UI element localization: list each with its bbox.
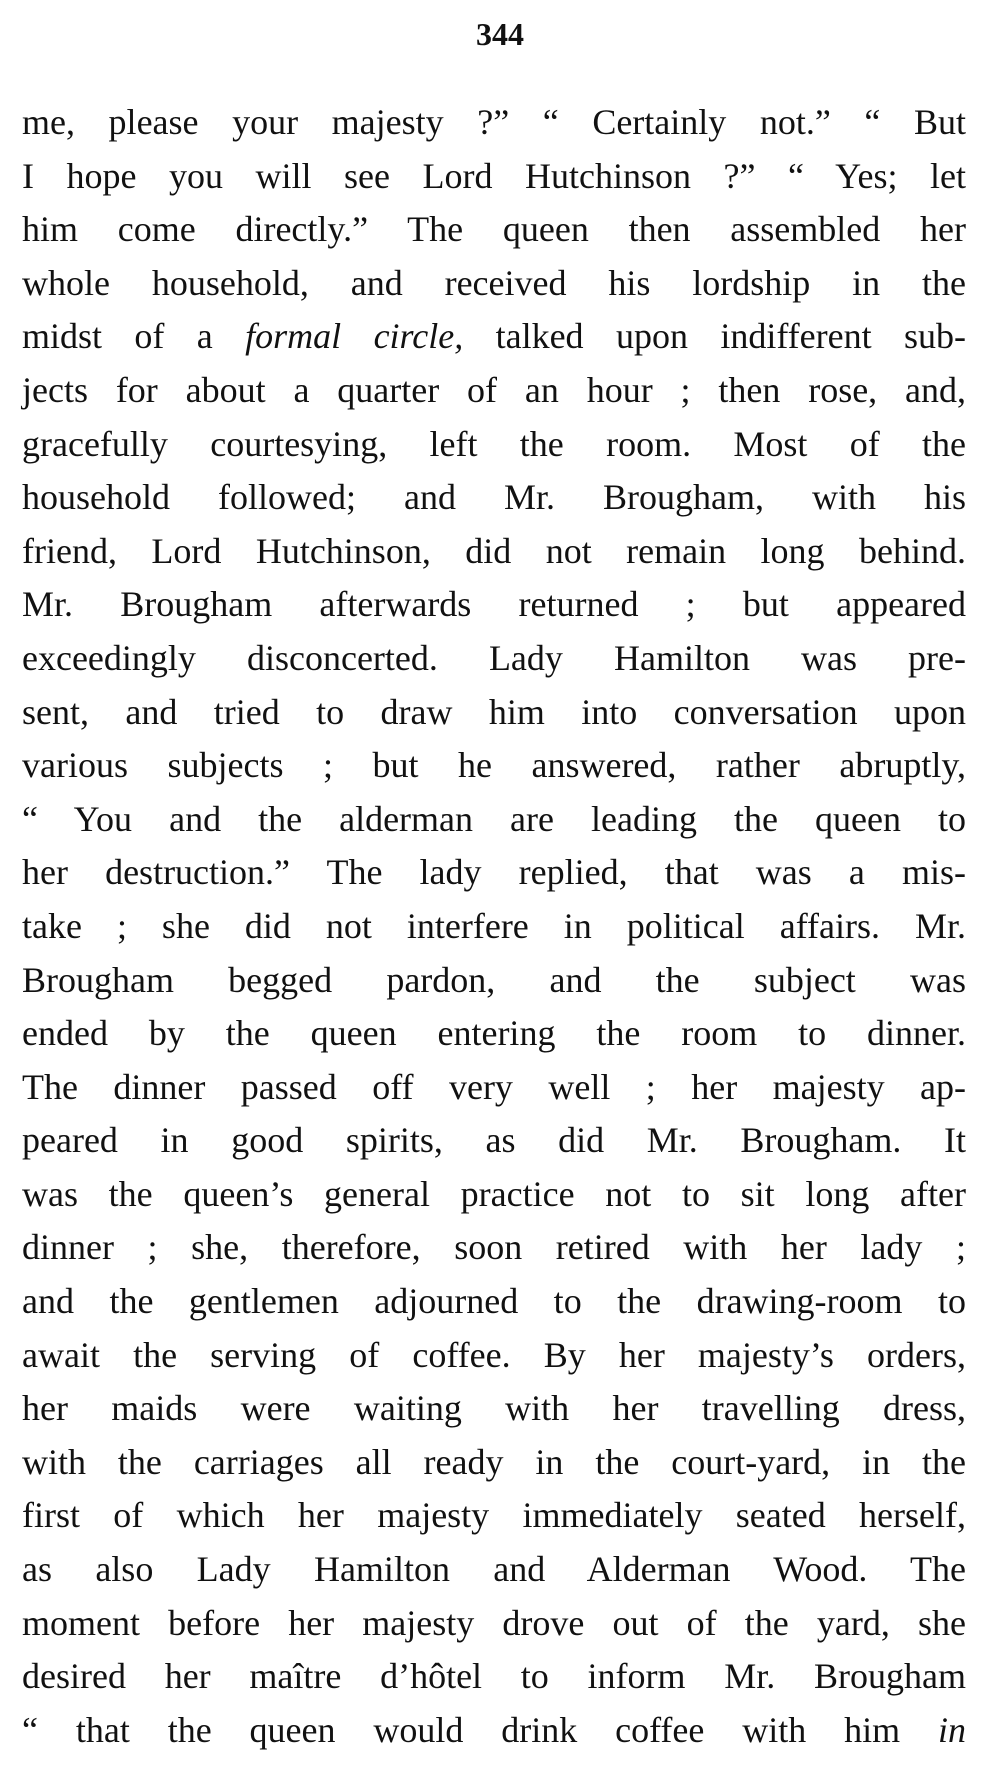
text-line-run: as also Lady Hamilton and Alderman Wood. The (22, 1549, 966, 1590)
text-line-run: desired her maître d’hôtel to inform Mr. Brougham (22, 1656, 966, 1697)
text-line (22, 1650, 966, 1704)
text-line-run: The dinner passed off very well ; her majesty ap- (22, 1066, 966, 1107)
page-number: 344 (476, 16, 524, 52)
text-line (22, 632, 966, 686)
text-line (22, 203, 966, 257)
text-line-run: gracefully courtesying, left the room. Most of the (22, 423, 966, 464)
text-line-run: Brougham begged pardon, and the subject was (22, 959, 966, 1000)
text-line-run: her destruction.” The lady replied, that was a mis- (22, 852, 966, 893)
text-line (22, 471, 966, 525)
text-line (22, 1543, 966, 1597)
text-line-run: friend, Lord Hutchinson, did not remain long behind. (22, 530, 966, 571)
text-line-run: was the queen’s general practice not to sit long after (22, 1173, 966, 1214)
text-line-run: “ You and the alderman are leading the queen to (22, 798, 966, 839)
text-line (22, 1329, 966, 1383)
text-line-run: await the serving of coffee. By her majesty’s orders, (22, 1334, 966, 1375)
text-line-run: first of which her majesty immediately seated herself, (22, 1495, 966, 1536)
text-line-run: ended by the queen entering the room to dinner. (22, 1013, 966, 1054)
text-line-run: and the gentlemen adjourned to the drawing-room to (22, 1281, 966, 1322)
text-line (22, 525, 966, 579)
text-line (22, 364, 966, 418)
text-line-run: sent, and tried to draw him into conversation upon (22, 691, 966, 732)
text-line (22, 1168, 966, 1222)
text-line (22, 686, 966, 740)
text-line-run: take ; she did not interfere in political affairs. Mr. (22, 905, 966, 946)
text-line (22, 846, 966, 900)
text-line (22, 739, 966, 793)
text-line-run: talked upon indifferent sub- (463, 316, 967, 357)
text-line-run: moment before her majesty drove out of the yard, she (22, 1602, 966, 1643)
text-line (22, 96, 966, 150)
text-line (22, 310, 966, 364)
text-line-run: dinner ; she, therefore, soon retired with her lady ; (22, 1227, 966, 1268)
text-line (22, 418, 966, 472)
text-line-run: exceedingly disconcerted. Lady Hamilton was pre- (22, 637, 966, 678)
text-line-run: Mr. Brougham afterwards returned ; but appeared (22, 584, 966, 625)
text-line-run: jects for about a quarter of an hour ; then rose, and, (22, 369, 966, 410)
text-line (22, 1436, 966, 1490)
text-line-run: with the carriages all ready in the court-yard, in the (22, 1441, 966, 1482)
text-line-run: midst of a (22, 316, 246, 357)
text-line (22, 1114, 966, 1168)
text-line (22, 793, 966, 847)
text-line (22, 1704, 966, 1758)
text-line (22, 257, 966, 311)
text-line (22, 1489, 966, 1543)
text-line (22, 1597, 966, 1651)
text-line (22, 1275, 966, 1329)
text-line-run: whole household, and received his lordship in the (22, 262, 966, 303)
text-line-run: me, please your majesty ?” “ Certainly not.” “ But (22, 102, 966, 142)
text-line-italic-run: in (937, 1709, 966, 1750)
text-line (22, 1007, 966, 1061)
text-line (22, 1221, 966, 1275)
text-line-italic-run: formal circle, (245, 316, 464, 357)
text-line-run: her maids were waiting with her travelling dress, (22, 1388, 966, 1429)
text-line-run: various subjects ; but he answered, rather abruptly, (22, 745, 966, 786)
text-line-run: peared in good spirits, as did Mr. Brougham. It (22, 1120, 966, 1161)
text-line (22, 1382, 966, 1436)
text-line (22, 954, 966, 1008)
text-line (22, 150, 966, 204)
text-line-run: him come directly.” The queen then assembled her (22, 209, 966, 250)
text-line (22, 900, 966, 954)
body-text (22, 96, 966, 1757)
text-line-run: “ that the queen would drink coffee with him (22, 1709, 938, 1750)
text-line (22, 1061, 966, 1115)
text-line-run: I hope you will see Lord Hutchinson ?” “ Yes; let (22, 155, 966, 196)
text-line-run: household followed; and Mr. Brougham, with his (22, 477, 966, 518)
text-line (22, 578, 966, 632)
